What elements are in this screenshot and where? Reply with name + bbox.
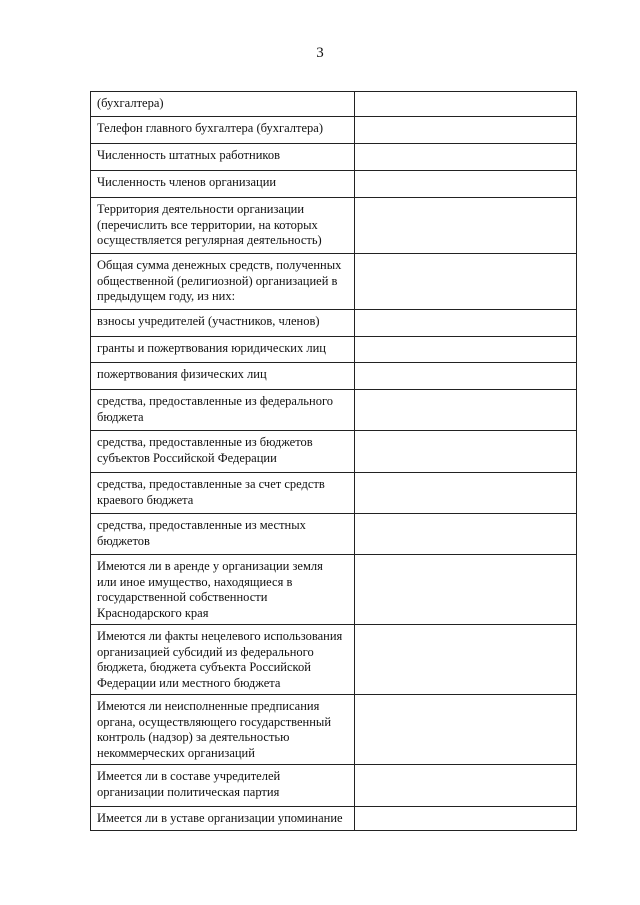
row-value-field[interactable] [355, 390, 577, 431]
row-value-field[interactable] [355, 555, 577, 625]
row-label: средства, предоставленные за счет средств краевого бюджета [91, 473, 355, 514]
table-row [91, 117, 577, 144]
page-number: 3 [316, 45, 324, 61]
row-value-field[interactable] [355, 337, 577, 363]
table-row [91, 363, 577, 390]
table-row [91, 310, 577, 337]
table-row [91, 765, 577, 807]
row-label: гранты и пожертвования юридических лиц [91, 337, 355, 363]
row-label: Имеются ли в аренде у организации земля или иное имущество, находящиеся в государственной собственности Краснодарского края [91, 555, 355, 625]
table-row [91, 144, 577, 171]
row-value-field[interactable] [355, 431, 577, 473]
row-value-field[interactable] [355, 765, 577, 807]
row-value-field[interactable] [355, 625, 577, 695]
table-row [91, 555, 577, 625]
row-value-field[interactable] [355, 363, 577, 390]
row-label: (бухгалтера) [91, 92, 355, 117]
row-label: Территория деятельности организации (перечислить все территории, на которых осуществляется регулярная деятельность) [91, 198, 355, 254]
table-row [91, 198, 577, 254]
row-value-field[interactable] [355, 514, 577, 555]
row-label: Имеются ли неисполненные предписания органа, осуществляющего государственный контроль (надзор) за деятельностью некоммерческих организаций [91, 695, 355, 765]
row-label: средства, предоставленные из местных бюджетов [91, 514, 355, 555]
row-value-field[interactable] [355, 254, 577, 310]
row-label: Общая сумма денежных средств, полученных общественной (религиозной) организацией в предыдущем году, из них: [91, 254, 355, 310]
row-label: взносы учредителей (участников, членов) [91, 310, 355, 337]
table-row [91, 514, 577, 555]
row-value-field[interactable] [355, 310, 577, 337]
table-row [91, 92, 577, 117]
table-row [91, 337, 577, 363]
row-label: Численность штатных работников [91, 144, 355, 171]
row-label: Телефон главного бухгалтера (бухгалтера) [91, 117, 355, 144]
row-label: Имеется ли в составе учредителей организации политическая партия [91, 765, 355, 807]
table-row [91, 254, 577, 310]
table-row [91, 807, 577, 831]
row-label: средства, предоставленные из бюджетов субъектов Российской Федерации [91, 431, 355, 473]
table-row [91, 695, 577, 765]
row-label: Имеется ли в уставе организации упоминание [91, 807, 355, 831]
row-label: Имеются ли факты нецелевого использования организацией субсидий из федерального бюджета, бюджета субъекта Российской Федерации или местного бюджета [91, 625, 355, 695]
table-row [91, 431, 577, 473]
row-value-field[interactable] [355, 695, 577, 765]
row-value-field[interactable] [355, 117, 577, 144]
table-row [91, 473, 577, 514]
organization-info-table [90, 91, 577, 831]
row-value-field[interactable] [355, 92, 577, 117]
row-value-field[interactable] [355, 473, 577, 514]
row-value-field[interactable] [355, 144, 577, 171]
row-label: Численность членов организации [91, 171, 355, 198]
row-value-field[interactable] [355, 198, 577, 254]
row-label: пожертвования физических лиц [91, 363, 355, 390]
row-label: средства, предоставленные из федерального бюджета [91, 390, 355, 431]
row-value-field[interactable] [355, 171, 577, 198]
table-row [91, 625, 577, 695]
table-row [91, 390, 577, 431]
row-value-field[interactable] [355, 807, 577, 831]
table-row [91, 171, 577, 198]
